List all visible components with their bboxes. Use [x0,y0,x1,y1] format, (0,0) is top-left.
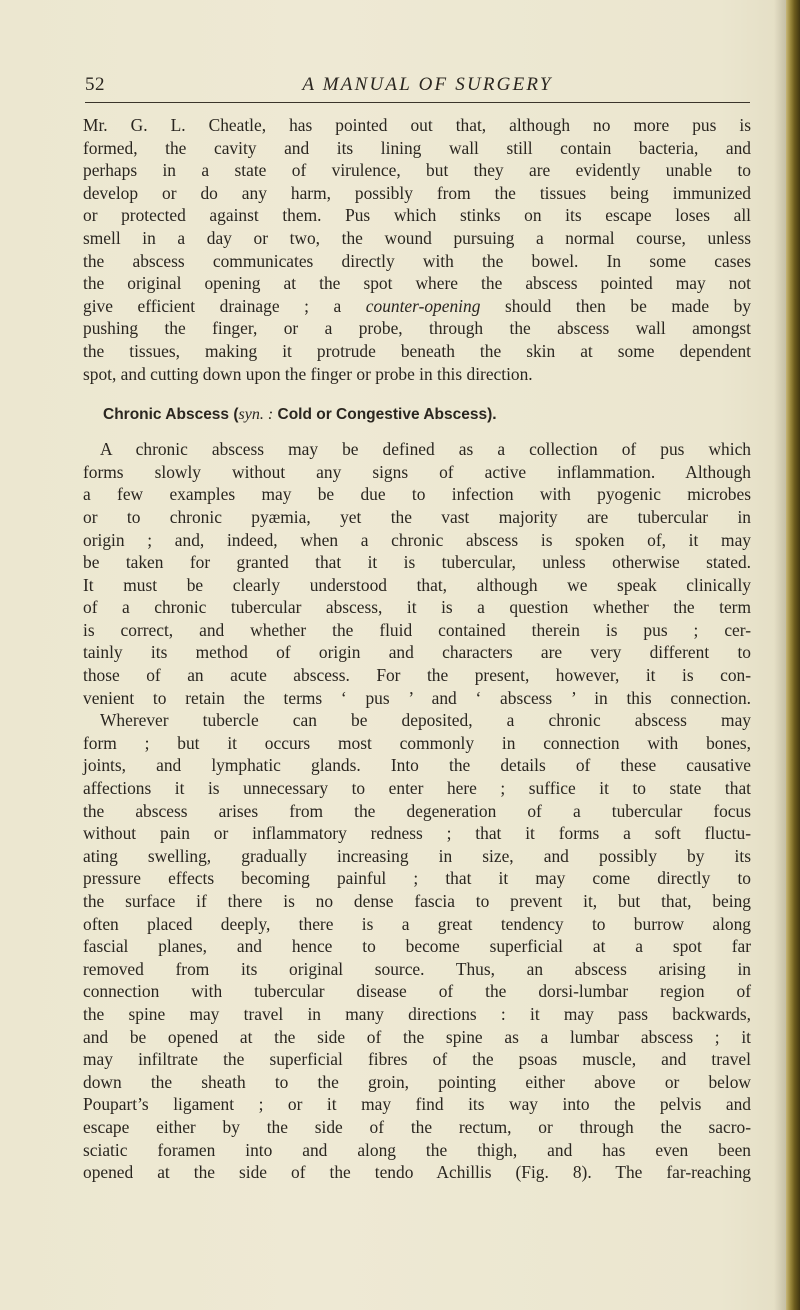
heading-title: Chronic Abscess [103,406,230,424]
text-line: escape either by the side of the rectum, or through the sacro- [83,1116,751,1137]
text-line: or protected against them. Pus which stinks on its escape loses all [83,205,751,226]
text-line: smell in a day or two, the wound pursuing a normal course, unless [83,227,751,248]
text-line: Poupart’s ligament ; or it may find its way into the pelvis and [83,1094,751,1115]
text-line: spot, and cutting down upon the finger or probe in this direction. [83,363,533,384]
text-line: the abscess communicates directly with the bowel. In some cases [83,250,751,271]
text-line: Wherever tubercle can be deposited, a chronic abscess may [100,710,751,731]
text-line: forms slowly without any signs of active inflammation. Although [83,461,751,482]
text-line: tainly its method of origin and characters are very different to [83,642,751,663]
text-line: the original opening at the spot where the abscess pointed may not [83,273,751,294]
heading-syn: syn. : [238,406,274,424]
heading-paren: ( [229,406,239,424]
text-line: may infiltrate the superficial fibres of the psoas muscle, and travel [83,1049,751,1070]
section-heading [83,404,751,426]
text-line: the spine may travel in many directions : it may pass backwards, [83,1003,751,1024]
text-line: the abscess arises from the degeneration of a tubercular focus [83,800,751,821]
text-line: pressure effects becoming painful ; that it may come directly to [83,868,751,889]
text-segment: give efficient drainage ; a [83,295,366,316]
text-line: down the sheath to the groin, pointing either above or below [83,1071,751,1092]
text-line: removed from its original source. Thus, an abscess arising in [83,958,751,979]
book-edge [786,0,800,1310]
text-line: of a chronic tubercular abscess, it is a question whether the term [83,597,751,618]
text-line: pushing the finger, or a probe, through the abscess wall amongst [83,318,751,339]
paragraph [83,438,751,1184]
text-line: formed, the cavity and its lining wall still contain bacteria, and [83,137,751,158]
text-line: without pain or inflammatory redness ; that it forms a soft fluctu- [83,823,751,844]
text-line: form ; but it occurs most commonly in connection with bones, [83,732,751,753]
text-line: sciatic foramen into and along the thigh, and has even been [83,1139,751,1160]
page-gutter-shadow [774,0,786,1310]
text-line: A chronic abscess may be defined as a collection of pus which [100,439,751,460]
page-number: 52 [85,74,105,95]
text-line: origin ; and, indeed, when a chronic abscess is spoken of, it may [83,529,751,550]
text-line: the surface if there is no dense fascia to prevent it, but that, being [83,891,751,911]
text-line: venient to retain the terms ‘ pus ’ and ‘ abscess ’ in this connection. [83,687,751,708]
paragraph [83,114,751,385]
text-line: ating swelling, gradually increasing in size, and possibly by its [83,845,751,866]
text-line: It must be clearly understood that, although we speak clinically [83,574,751,595]
text-line: and be opened at the side of the spine as a lumbar abscess ; it [83,1026,751,1047]
text-line: fascial planes, and hence to become superficial at a spot far [83,936,751,957]
text-line: affections it is unnecessary to enter here ; suffice it to state that [83,778,751,799]
text-line: joints, and lymphatic glands. Into the details of these causative [83,755,751,776]
text-line: develop or do any harm, possibly from the tissues being immunized [83,182,751,203]
text-line: be taken for granted that it is tubercular, unless otherwise stated. [83,552,751,573]
text-line: or to chronic pyæmia, yet the vast majority are tubercular in [83,506,751,527]
text-line: the tissues, making it protrude beneath the skin at some dependent [83,340,751,361]
body-text [83,114,751,1184]
text-line: perhaps in a state of virulence, but they are evidently unable to [83,160,751,181]
text-line: opened at the side of the tendo Achillis (Fig. 8). The far-reaching [83,1162,751,1183]
italic-term: counter-opening [365,295,481,316]
text-line: connection with tubercular disease of the dorsi-lumbar region of [83,981,751,1002]
text-line: often placed deeply, there is a great tendency to burrow along [83,913,751,934]
text-line: Mr. G. L. Cheatle, has pointed out that, although no more pus is [83,115,751,135]
text-line: a few examples may be due to infection with pyogenic microbes [83,484,751,505]
text-line [83,295,751,318]
text-segment: should then be made by [480,295,751,316]
heading-alt-title: Cold or Congestive Abscess). [273,406,497,424]
page-header [85,72,750,103]
running-head: A MANUAL OF SURGERY [302,74,553,95]
text-line: is correct, and whether the fluid contained therein is pus ; cer- [83,619,751,640]
text-line: those of an acute abscess. For the present, however, it is con- [83,665,751,686]
